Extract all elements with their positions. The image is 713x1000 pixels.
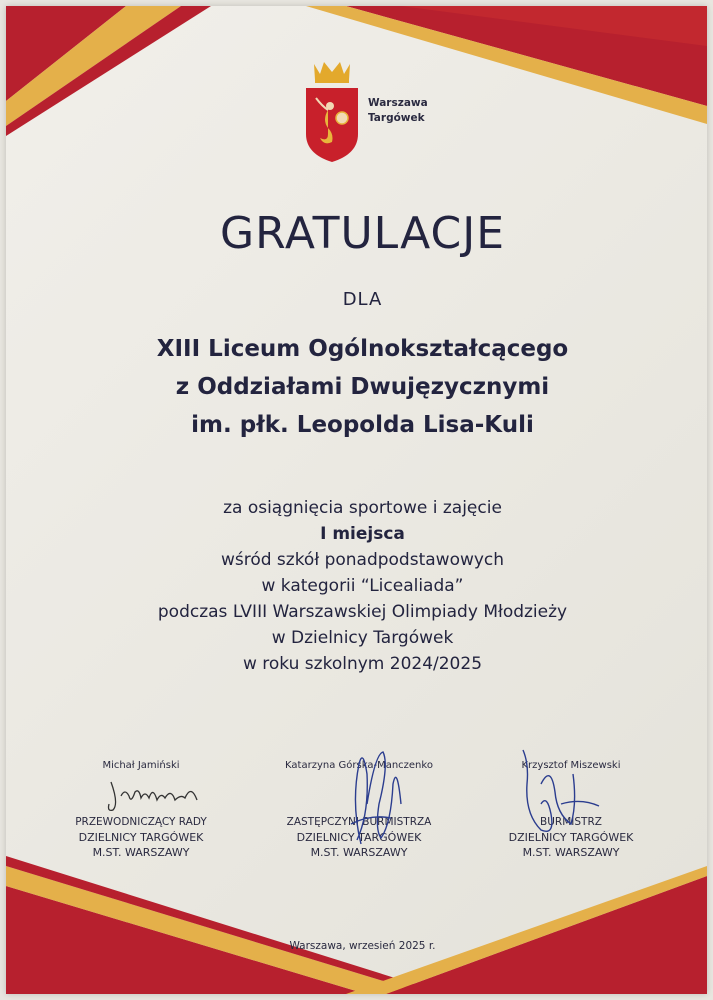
body-line-3: wśród szkół ponadpodstawowych [220,550,505,570]
signatory-name: Michał Jamiński [102,760,180,771]
signatory-role-line-1: ZASTĘPCZYNI BURMISTRZA [286,816,432,828]
signatory-role-line-2: DZIELNICY TARGÓWEK [508,831,634,844]
place-and-date: Warszawa, wrzesień 2025 r. [289,940,436,952]
school-name-line-3: im. płk. Leopolda Lisa-Kuli [191,412,534,438]
signatory-role-line-2: DZIELNICY TARGÓWEK [296,831,422,844]
school-name-line-2: z Oddziałami Dwujęzycznymi [175,374,550,400]
signatory-role-line-2: DZIELNICY TARGÓWEK [78,831,204,844]
logo-wordmark [368,96,458,126]
signatory-role-line-1: PRZEWODNICZĄCY RADY [75,816,207,828]
handwritten-signature-2 [331,744,421,854]
warsaw-coat-of-arms-icon [302,54,362,169]
body-line-2: I miejsca [320,524,405,544]
district-logo [302,54,462,169]
logo-line-2: Targówek [368,112,425,124]
logo-line-1: Warszawa [368,97,428,109]
body-line-5: podczas LVIII Warszawskiej Olimpiady Młodzieży [157,602,568,622]
body-line-6: w Dzielnicy Targówek [271,628,454,648]
signatory-role-line-3: M.ST. WARSZAWY [310,846,408,859]
body-line-7: w roku szkolnym 2024/2025 [242,654,483,674]
school-name-line-1: XIII Liceum Ogólnokształcącego [156,336,569,362]
signatory-role-line-3: M.ST. WARSZAWY [92,846,190,859]
signatory-name: Katarzyna Górska-Manczenko [285,760,433,771]
body-line-1: za osiągnięcia sportowe i zajęcie [223,498,502,518]
signatory-name: Krzysztof Miszewski [521,760,621,771]
signatory-role-line-3: M.ST. WARSZAWY [522,846,620,859]
handwritten-signature-3 [511,744,611,839]
certificate-title: GRATULACJE [220,208,505,259]
handwritten-signature-1 [101,774,211,814]
dla-label: DLA [342,289,383,310]
signatory-role-line-1: BURMISTRZ [540,816,602,828]
body-line-4: w kategorii “Licealiada” [261,576,464,596]
certificate-paper [6,6,707,994]
